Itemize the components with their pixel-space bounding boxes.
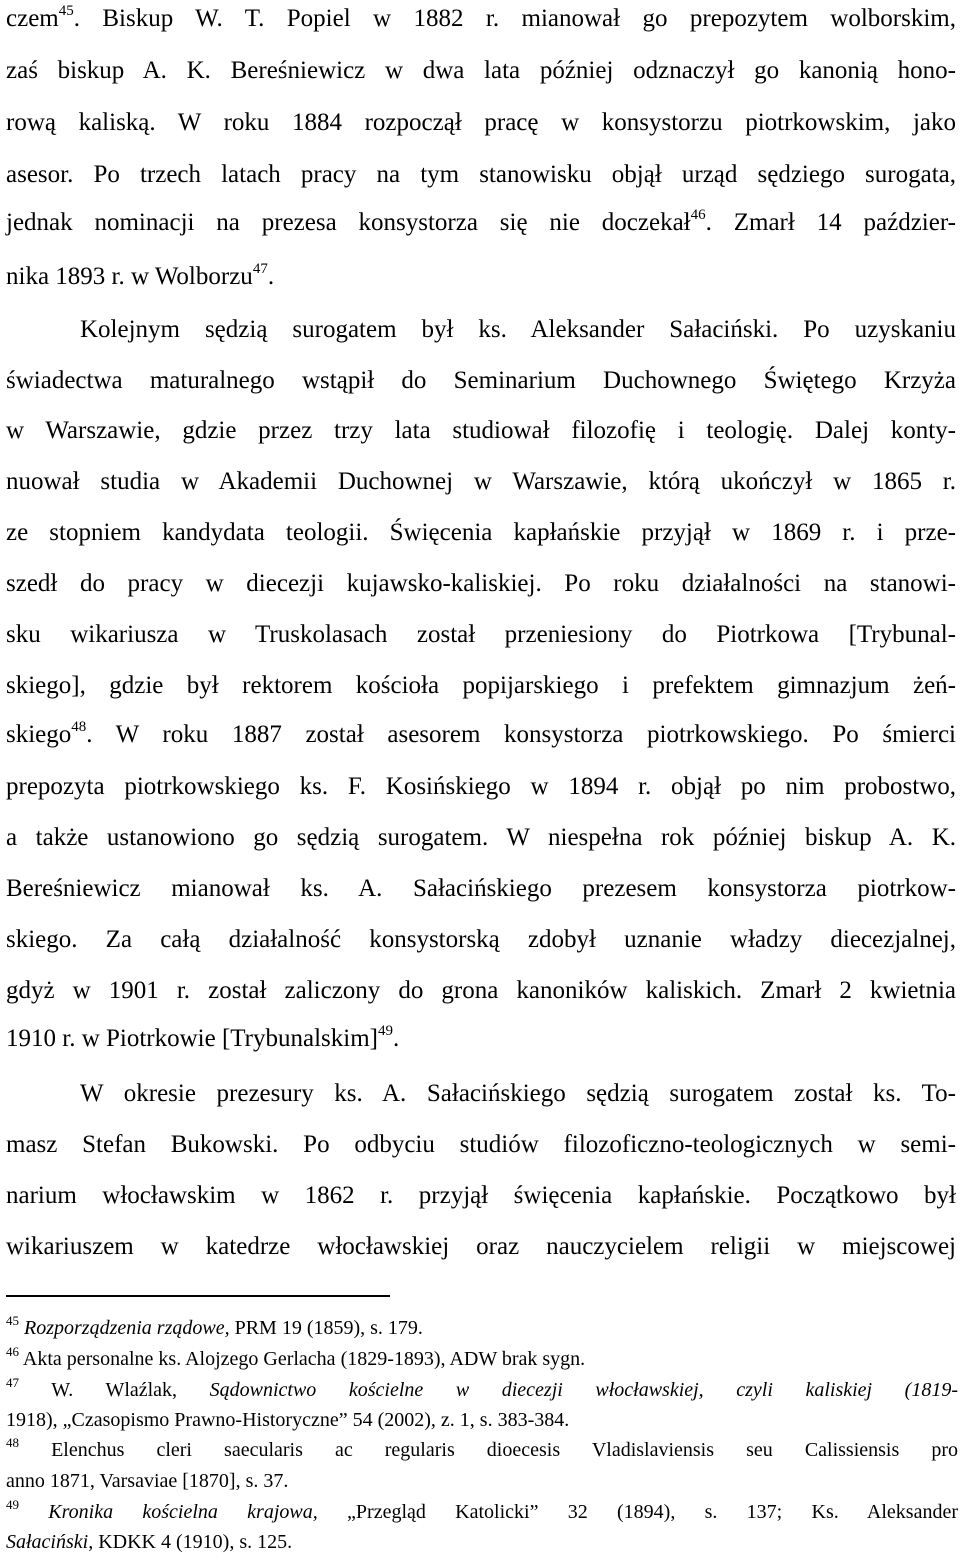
text-run: sku wikariusza w Truskolasach został przeniesiony do Piotrkowa [Trybunal-	[6, 621, 956, 648]
text-run: W. Wlaźlak,	[19, 1379, 210, 1401]
text-run: zaś biskup A. K. Bereśniewicz w dwa lata później odznaczył go kanonią hono-	[6, 57, 956, 84]
text-run: ze stopniem kandydata teologii. Święcenia kapłańskie przyjął w 1869 r. i prze-	[6, 519, 956, 546]
footnote-ref: 49	[378, 1023, 393, 1039]
body-line	[6, 823, 956, 853]
body-line	[6, 1181, 956, 1211]
text-run: . Zmarł 14 paździer-	[705, 209, 956, 236]
footnote-line	[6, 1530, 292, 1554]
footnote-ref: 45	[6, 1313, 19, 1328]
body-line	[6, 262, 274, 295]
text-run: . Biskup W. T. Popiel w 1882 r. mianował go prepozytem wolborskim,	[73, 5, 956, 32]
text-run: narium włocławskim w 1862 r. przyjął święcenia kapłańskie. Początkowo był	[6, 1182, 956, 1209]
italic-text: Rozporządzenia rządowe,	[24, 1317, 230, 1339]
text-run: gdyż w 1901 r. został zaliczony do grona kanoników kaliskich. Zmarł 2 kwietnia	[6, 977, 956, 1004]
body-line	[6, 1232, 956, 1262]
footnote-line	[6, 1497, 958, 1526]
text-run: szedł do pracy w diecezji kujawsko-kaliskiej. Po roku działalności na stanowi-	[6, 570, 956, 597]
text-run: Elenchus cleri saecularis ac regularis dioecesis Vladislaviensis seu Calissiensis pro	[19, 1439, 958, 1461]
footnote-line	[6, 1408, 569, 1432]
footnote-ref: 45	[58, 3, 74, 19]
text-run: prepozyta piotrkowskiego ks. F. Kosińskiego w 1894 r. objął po nim probostwo,	[6, 773, 956, 800]
footnote-separator	[6, 1295, 390, 1297]
body-line	[6, 1130, 956, 1160]
body-line-paragraph-start	[80, 315, 956, 345]
body-line	[6, 518, 956, 548]
text-run: .	[267, 263, 275, 290]
body-line	[6, 620, 956, 650]
text-run: PRM 19 (1859), s. 179.	[229, 1317, 423, 1339]
body-line	[6, 108, 956, 138]
footnote-line	[6, 1469, 288, 1493]
text-run: Bereśniewicz mianował ks. A. Sałacińskiego prezesem konsystorza piotrkow-	[6, 875, 956, 902]
text-run: a także ustanowiono go sędzią surogatem. W niespełna rok później biskup A. K.	[6, 824, 956, 851]
italic-text: Sałaciński,	[6, 1531, 94, 1553]
body-line	[6, 772, 956, 802]
text-run: rową kaliską. W roku 1884 rozpoczął pracę w konsystorzu piotrkowskim, jako	[6, 109, 956, 136]
text-run: 1910 r. w Piotrkowie [Trybunalskim]	[6, 1025, 378, 1052]
text-run: skiego. Za całą działalność konsystorską zdobył uznanie władzy diecezjalnej,	[6, 926, 956, 953]
footnote-ref: 49	[6, 1497, 19, 1512]
footnote-ref: 47	[6, 1375, 19, 1390]
text-run: nuował studia w Akademii Duchownej w Warszawie, którą ukończył w 1865 r.	[6, 468, 956, 495]
footnote-ref: 46	[6, 1344, 19, 1359]
italic-text: Kronika kościelna krajowa,	[48, 1501, 318, 1523]
body-line	[6, 160, 956, 190]
body-line	[6, 467, 956, 497]
text-run: . W roku 1887 został asesorem konsystorza piotrkowskiego. Po śmierci	[86, 721, 956, 748]
text-run: W okresie prezesury ks. A. Sałacińskiego sędzią surogatem został ks. To-	[80, 1080, 956, 1107]
body-line-paragraph-start	[80, 1079, 956, 1109]
body-line	[6, 569, 956, 599]
body-line	[6, 671, 956, 701]
body-line	[6, 976, 956, 1006]
text-run: asesor. Po trzech latach pracy na tym stanowisku objął urząd sędziego surogata,	[6, 161, 956, 188]
body-line	[6, 720, 956, 753]
footnote-ref: 48	[71, 719, 87, 735]
footnote-ref: 47	[252, 261, 268, 277]
text-run: Akta personalne ks. Alojzego Gerlacha (1829-1893), ADW brak sygn.	[19, 1348, 586, 1370]
text-run: masz Stefan Bukowski. Po odbyciu studiów filozoficzno-teologicznych w semi-	[6, 1131, 956, 1158]
text-run: w Warszawie, gdzie przez trzy lata studiował filozofię i teologię. Dalej konty-	[6, 417, 956, 444]
body-line	[6, 4, 956, 37]
footnote-ref: 46	[690, 207, 706, 223]
text-run: anno 1871, Varsaviae [1870], s. 37.	[6, 1470, 289, 1492]
text-run	[19, 1501, 48, 1523]
text-run: .	[393, 1025, 400, 1052]
footnote-line	[6, 1344, 586, 1373]
body-line	[6, 416, 956, 446]
body-line	[6, 56, 956, 86]
text-run: 1918), „Czasopismo Prawno-Historyczne” 54 (2002), z. 1, s. 383-384.	[6, 1409, 570, 1431]
body-line	[6, 925, 956, 955]
body-line	[6, 1024, 399, 1057]
body-line	[6, 208, 956, 241]
footnote-ref: 48	[6, 1435, 19, 1450]
text-run: skiego], gdzie był rektorem kościoła popijarskiego i prefektem gimnazjum żeń-	[6, 672, 956, 699]
footnote-line	[6, 1375, 958, 1404]
body-line	[6, 874, 956, 904]
text-run: jednak nominacji na prezesa konsystorza się nie doczekał	[6, 209, 691, 236]
footnote-line	[6, 1313, 423, 1342]
text-run: świadectwa maturalnego wstąpił do Seminarium Duchownego Świętego Krzyża	[6, 367, 956, 394]
italic-text: Sądownictwo kościelne w diecezji włocławskiej, czyli kaliskiej (1819-	[209, 1379, 958, 1401]
text-run: czem	[6, 5, 59, 32]
text-run: skiego	[6, 721, 72, 748]
text-run: „Przegląd Katolicki” 32 (1894), s. 137; Ks. Aleksander	[317, 1501, 958, 1523]
text-run: wikariuszem w katedrze włocławskiej oraz nauczycielem religii w miejscowej	[6, 1233, 956, 1260]
text-run: KDKK 4 (1910), s. 125.	[93, 1531, 293, 1553]
footnote-line	[6, 1435, 958, 1464]
text-run: Kolejnym sędzią surogatem był ks. Aleksander Sałaciński. Po uzyskaniu	[80, 316, 956, 343]
text-run: nika 1893 r. w Wolborzu	[6, 263, 253, 290]
body-line	[6, 366, 956, 396]
